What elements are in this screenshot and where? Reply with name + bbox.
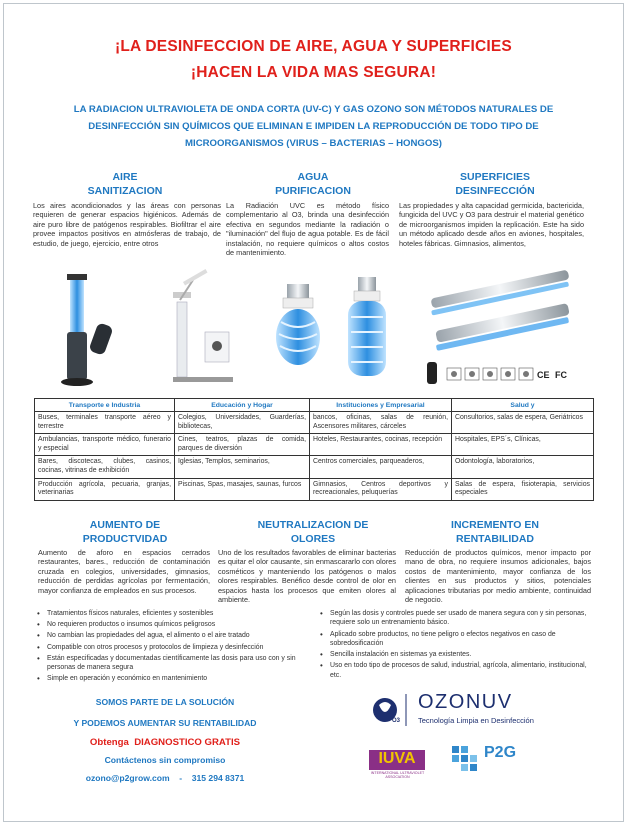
table-cell: Iglesias, Templos, seminarios, (175, 456, 310, 478)
benefit-productividad-title (60, 518, 190, 546)
table-cell: Salas de espera, fisioterapia, servicios especiales (452, 478, 594, 500)
table-header: Salud y (452, 399, 594, 412)
remote-control-icon (427, 362, 437, 384)
list-item: • Tratamientos físicos naturales, eficientes y sostenibles (37, 609, 322, 618)
uv-tower-lamp-icon (61, 274, 114, 386)
table-header: Instituciones y Empresarial (310, 399, 452, 412)
table-cell: Gimnasios, Centros deportivos y recreacionales, peluquerías (310, 478, 452, 500)
ozonuv-tagline: Tecnología Limpia en Desinfección (418, 716, 534, 725)
intro-line: LA RADIACION ULTRAVIOLETA DE ONDA CORTA (UV-C) Y GAS OZONO SON MÉTODOS NATURALES DE (73, 104, 554, 115)
ozonuv-mark: O3 (392, 718, 401, 724)
phone-number[interactable]: 315 294 8371 (191, 773, 245, 783)
column-title-line: PURIFICACION (275, 185, 351, 197)
table-cell: Piscinas, Spas, masajes, saunas, furcos (175, 478, 310, 500)
benefit-rentabilidad-text: Reducción de productos químicos, menor impacto por mano de obra, no requiere insumos adicionales, bajos costos de mantenimiento, mayor confianza de los clientes en sus productos y sitios, potenciales aplicaciones tributarias por medio ambiente, continuidad de negocio. (405, 548, 591, 605)
uv-fixture-icon (430, 270, 569, 351)
column-aire-text: Los aires acondicionados y las áreas con personas requieren de generar espacios higiénicos. Además de aire puro libre de patógenos respirables. Biofiltrar el aire provee impactos positivos en atmósferas de trabajo, de estudio, de juego, ejercicio, entre otros (33, 201, 221, 248)
benefit-title-line: AUMENTO DE (89, 519, 161, 531)
column-agua-title (243, 170, 383, 198)
benefit-title-line: PRODUCTVIDAD (82, 533, 168, 545)
uv-tube-bulb-icon (348, 277, 386, 376)
list-item: • No cambian las propiedades del agua, el alimento o el aire tratado (37, 631, 322, 640)
p2g-logo (450, 742, 550, 776)
column-aire-title (60, 170, 190, 198)
table-cell: bancos, oficinas, salas de reunión, Ascensores militares, cárceles (310, 412, 452, 434)
table-row (35, 434, 594, 456)
table-row (35, 412, 594, 434)
table-cell: Producción agrícola, pecuaria, granjas, veterinarias (35, 478, 175, 500)
table-header: Transporte e Industria (35, 399, 175, 412)
table-row (35, 478, 594, 500)
table-header-row (35, 399, 594, 412)
column-title-line: AIRE (112, 171, 138, 183)
table-cell: Consultorios, salas de espera, Geriátricos (452, 412, 594, 434)
list-item: • Según las dosis y controles puede ser usado de manera segura con y sin personas, requiere solo un entrenamiento básico. (320, 609, 590, 628)
footer-slogan-line1: SOMOS PARTE DE LA SOLUCIÓN (95, 697, 235, 707)
list-item: • No requieren productos o insumos químicos peligrosos (37, 620, 322, 629)
certification-icons (447, 368, 533, 380)
feature-list-left (37, 609, 322, 686)
feature-list-right (320, 609, 590, 682)
column-title-line: SUPERFICIES (459, 171, 530, 183)
column-superficies-title (425, 170, 565, 198)
list-item: • Están especificadas y documentadas científicamente las dosis para uso con y sin personas de manera segura (37, 654, 322, 673)
table-header: Educación y Hogar (175, 399, 310, 412)
list-item: • Uso en todo tipo de procesos de salud, industrial, agrícola, alimentario, institucional, etc. (320, 661, 590, 680)
iuva-sub: INTERNATIONAL ULTRAVIOLET ASSOCIATION (370, 771, 425, 779)
column-title-line: AGUA (297, 171, 329, 183)
table-cell: Bares, discotecas, clubes, casinos, cocinas, vitrinas de exhibición (35, 456, 175, 478)
contact-separator: - (179, 773, 183, 783)
column-title-line: DESINFECCIÓN (455, 185, 535, 197)
fc-mark: FC (555, 370, 567, 380)
list-item: • Sencilla instalación en sistemas ya existentes. (320, 650, 590, 659)
list-item: • Compatible con otros procesos y protocolos de limpieza y desinfección (37, 643, 322, 652)
p2g-name: P2G (484, 744, 517, 761)
uv-bulb-icon (276, 284, 320, 365)
table-cell: Centros comerciales, parqueaderos, (310, 456, 452, 478)
footer-contact-line: Contáctenos sin compromiso (104, 755, 226, 765)
product-photos (55, 262, 575, 392)
table-cell: Buses, terminales transporte aéreo y terrestre (35, 412, 175, 434)
intro-line: DESINFECCIÓN SIN QUÍMICOS QUE ELIMINAN E IMPIDEN LA REPRODUCCIÓN DE TODO TIPO DE (88, 121, 539, 132)
table-cell: Hoteles, Restaurantes, cocinas, recepción (310, 434, 452, 456)
column-superficies-text: Las propiedades y alta capacidad germicida, bactericida, fungicida del UVC y O3 para destruir el material genético de microorganismos impiden la replicación. Este ha sido un método aplicado desde años en aviones, hospitales, hoteles fábricas. Gimnasios, alimentos, (399, 201, 584, 248)
ce-mark: CE (537, 370, 550, 380)
footer-slogan-line2: Y PODEMOS AUMENTAR SU RENTABILIDAD (73, 718, 257, 728)
table-cell: Colegios, Universidades, Guarderías, bibliotecas, (175, 412, 310, 434)
main-title-line1: ¡LA DESINFECCION DE AIRE, AGUA Y SUPERFICIES (115, 38, 512, 55)
cta-main: DIAGNOSTICO GRATIS (134, 737, 241, 748)
column-title-line: SANITIZACION (87, 185, 163, 197)
intro-line: MICROORGANISMOS (VIRUS – BACTERIAS – HONGOS) (185, 138, 442, 149)
email-link[interactable]: ozono@p2grow.com (85, 773, 170, 783)
applications-table (34, 398, 594, 501)
benefit-olores-text: Uno de los resultados favorables de eliminar bacterias es quitar el olor causante, sin enmascararlo con olores cosméticos y manteniendo los patógenos o malos olores respirables. Benéfico desde control de olor en espacios hasta los procesos que emiten olores al ambiente. (218, 548, 396, 605)
benefit-title-line: RENTABILIDAD (456, 533, 534, 545)
ozonuv-logo (370, 690, 580, 730)
ozonuv-name: OZONUV (418, 691, 513, 713)
list-item: • Aplicado sobre productos, no tiene peligro o efectos negativos en caso de sobredosificación (320, 630, 590, 649)
intro-statement (50, 101, 577, 152)
table-cell: Odontología, laboratorios, (452, 456, 594, 478)
iuva-name: IUVA (378, 750, 416, 767)
footer-contact-info (40, 773, 290, 783)
table-row (35, 456, 594, 478)
cta-prefix: Obtenga (89, 737, 129, 748)
iuva-logo (365, 740, 430, 780)
list-item: • Simple en operación y económico en mantenimiento (37, 674, 322, 683)
column-agua-text: La Radiación UVC es método físico complementario al O3, brinda una desinfección efectiva en segundos mediante la radiación o "iluminación" del flujo de agua potable. Es de fácil instalación, no requiere químicos o altos costos de mantenimiento. (226, 201, 389, 258)
benefit-productividad-text: Aumento de aforo en espacios cerrados restaurantes, bares., reducción de contaminación cruzada en colegios, universidades, gimnasios, reducción de perdidas agrícolas por fermentación, mayor confianza de empleados en sus procesos. (38, 548, 210, 595)
benefit-title-line: OLORES (290, 533, 336, 545)
table-cell: Ambulancias, transporte médico, funerario y especial (35, 434, 175, 456)
main-title-line2: ¡HACEN LA VIDA MAS SEGURA! (190, 64, 437, 81)
benefit-olores-title (233, 518, 393, 546)
footer-cta (40, 737, 290, 748)
table-cell: Cines, teatros, plazas de comida, parques de diversión (175, 434, 310, 456)
benefit-title-line: NEUTRALIZACION DE (257, 519, 369, 531)
table-cell: Hospitales, EPS´s, Clínicas, (452, 434, 594, 456)
benefit-title-line: INCREMENTO EN (451, 519, 539, 531)
benefit-rentabilidad-title (425, 518, 565, 546)
mobile-uv-lamp-icon (173, 269, 233, 382)
